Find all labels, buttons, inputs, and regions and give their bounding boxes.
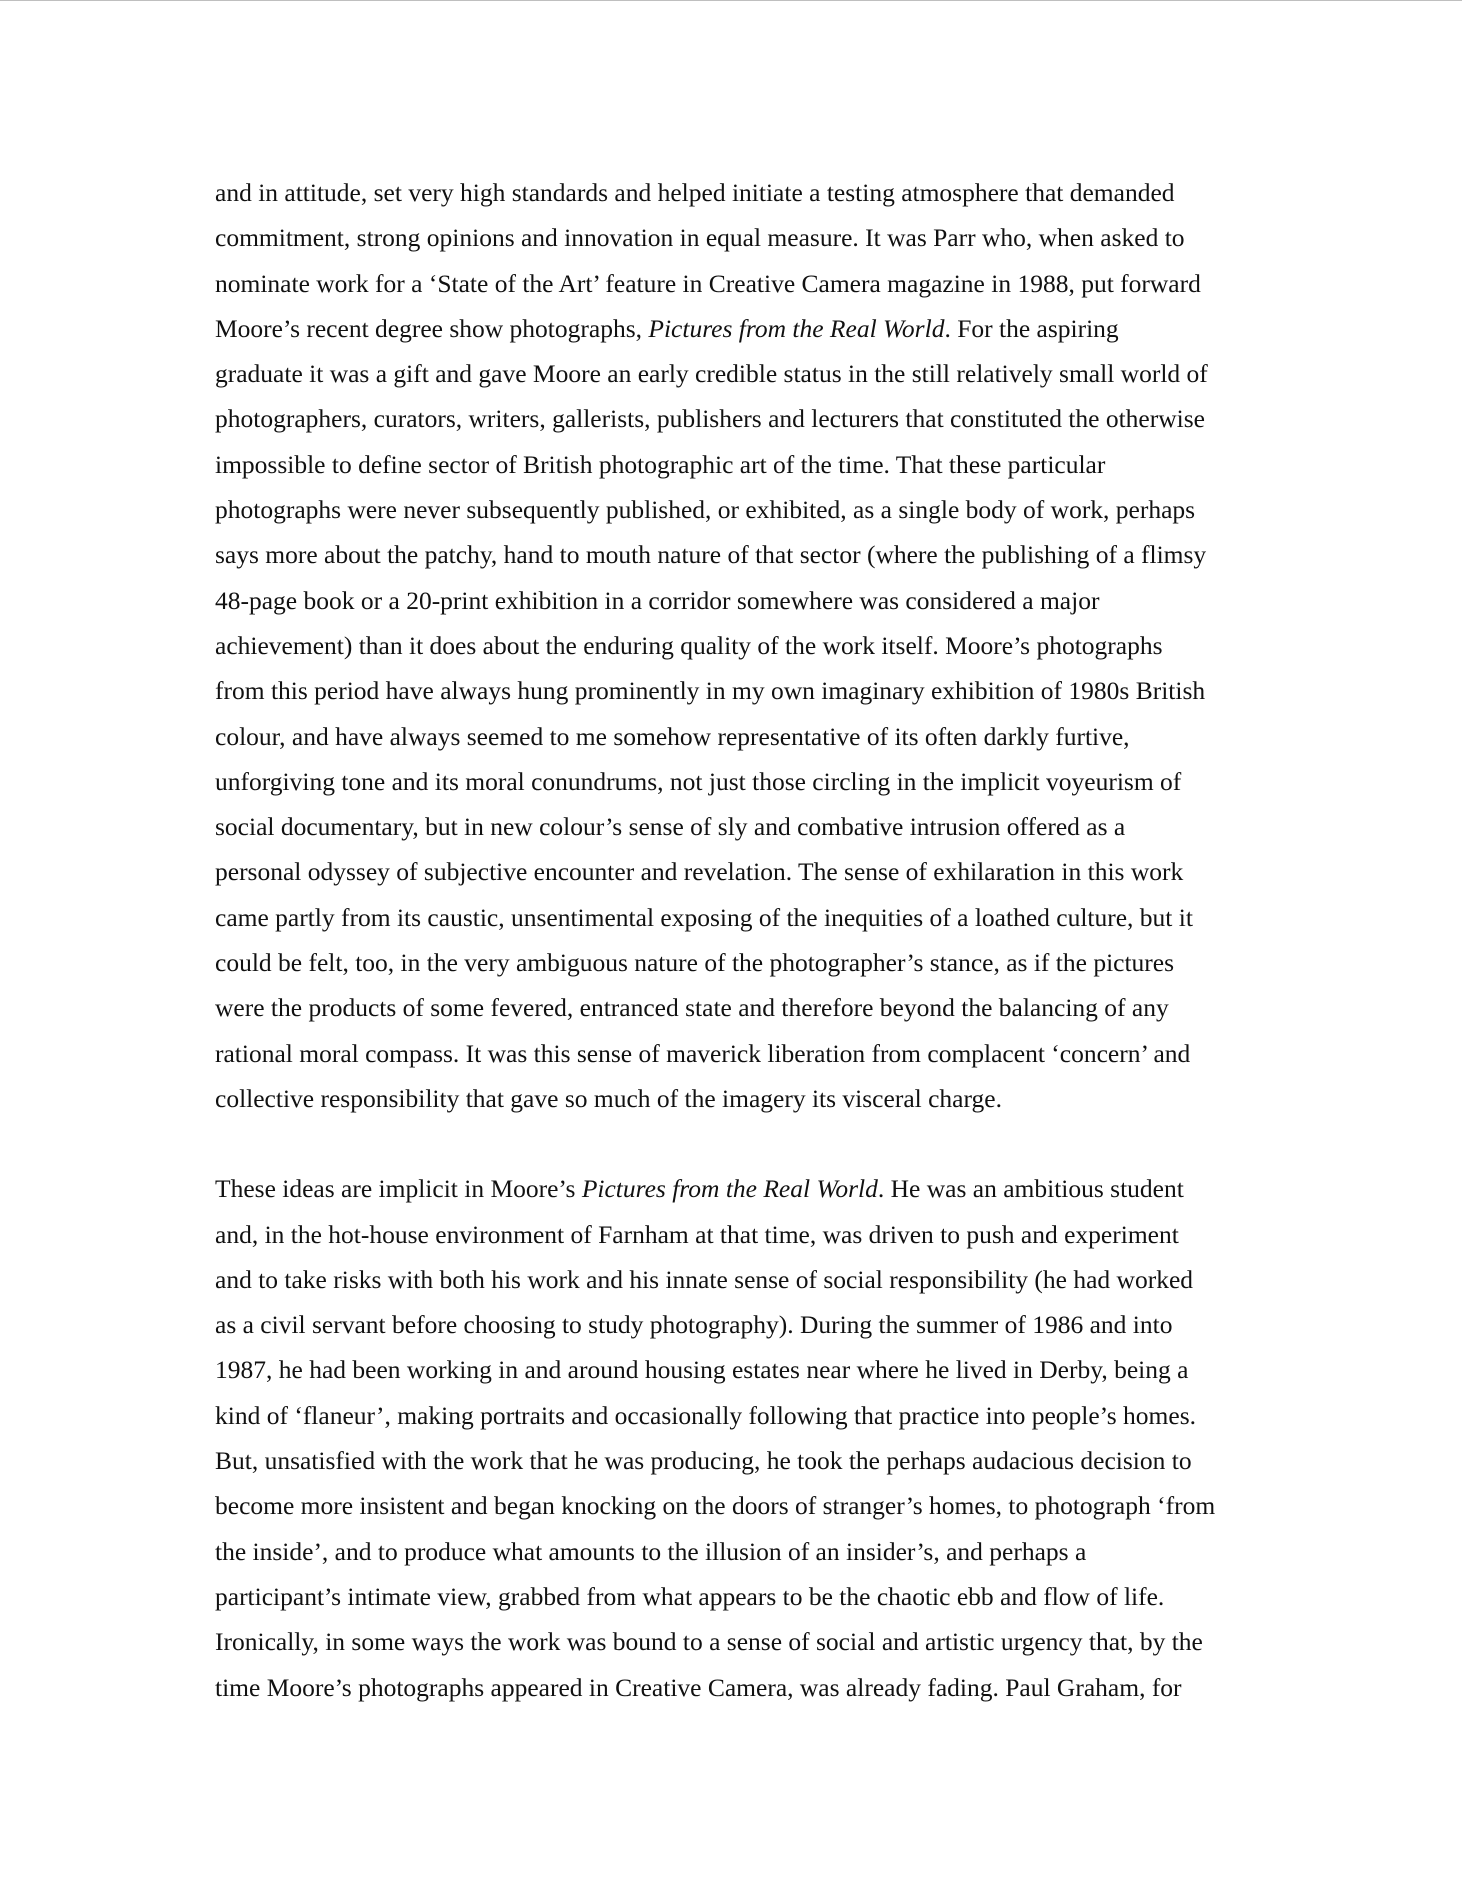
text-line: Ironically, in some ways the work was bound to a sense of social and artistic urgency that, by the xyxy=(215,1627,1203,1657)
text-line xyxy=(215,1166,1275,1211)
text-line: could be felt, too, in the very ambiguous nature of the photographer’s stance, as if the pictures xyxy=(215,948,1175,978)
text-line: rational moral compass. It was this sense of maverick liberation from complacent ‘concern’ and xyxy=(215,1038,1191,1068)
text-run: . He was an ambitious student xyxy=(877,1174,1184,1204)
page-top-border xyxy=(0,0,1462,1)
text-run: . For the aspiring xyxy=(944,313,1119,343)
text-line: participant’s intimate view, grabbed from what appears to be the chaotic ebb and flow of life. xyxy=(215,1581,1165,1611)
text-line: kind of ‘flaneur’, making portraits and occasionally following that practice into people’s homes. xyxy=(215,1400,1197,1430)
text-line xyxy=(215,306,1275,351)
text-line: and, in the hot-house environment of Farnham at that time, was driven to push and experiment xyxy=(215,1219,1179,1249)
text-run: Moore’s recent degree show photographs, xyxy=(215,313,649,343)
text-line: colour, and have always seemed to me somehow representative of its often darkly furtive, xyxy=(215,721,1130,751)
text-line: came partly from its caustic, unsentimental exposing of the inequities of a loathed culture, but it xyxy=(215,902,1193,932)
text-line: achievement) than it does about the enduring quality of the work itself. Moore’s photographs xyxy=(215,630,1163,660)
text-line: and in attitude, set very high standards and helped initiate a testing atmosphere that demanded xyxy=(215,178,1175,207)
text-line: nominate work for a ‘State of the Art’ feature in Creative Camera magazine in 1988, put forward xyxy=(215,268,1201,298)
text-line: photographs were never subsequently published, or exhibited, as a single body of work, perhaps xyxy=(215,495,1196,525)
text-line: graduate it was a gift and gave Moore an early credible status in the still relatively small world of xyxy=(215,359,1208,389)
text-line: 48-page book or a 20-print exhibition in a corridor somewhere was considered a major xyxy=(215,585,1100,615)
text-line: from this period have always hung prominently in my own imaginary exhibition of 1980s British xyxy=(215,676,1206,706)
text-line: photographers, curators, writers, gallerists, publishers and lecturers that constituted the otherwise xyxy=(215,404,1205,434)
text-line: collective responsibility that gave so much of the imagery its visceral charge. xyxy=(215,1083,1002,1113)
document-page xyxy=(215,170,1275,1710)
text-line: social documentary, but in new colour’s sense of sly and combative intrusion offered as a xyxy=(215,812,1126,842)
italic-title: Pictures from the Real World xyxy=(648,313,945,343)
text-line: 1987, he had been working in and around housing estates near where he lived in Derby, being a xyxy=(215,1355,1189,1385)
text-line: says more about the patchy, hand to mouth nature of that sector (where the publishing of a flimsy xyxy=(215,540,1207,570)
paragraph-2 xyxy=(215,1166,1275,1710)
italic-title: Pictures from the Real World xyxy=(581,1174,878,1204)
text-line: unforgiving tone and its moral conundrums, not just those circling in the implicit voyeurism of xyxy=(215,766,1182,796)
text-line: commitment, strong opinions and innovation in equal measure. It was Parr who, when asked to xyxy=(215,223,1185,253)
text-line: were the products of some fevered, entranced state and therefore beyond the balancing of any xyxy=(215,993,1169,1023)
text-line: personal odyssey of subjective encounter and revelation. The sense of exhilaration in this work xyxy=(215,857,1184,887)
paragraph-spacer xyxy=(215,1121,1275,1166)
text-line: and to take risks with both his work and his innate sense of social responsibility (he had worked xyxy=(215,1264,1194,1294)
text-line: time Moore’s photographs appeared in Creative Camera, was already fading. Paul Graham, for xyxy=(215,1672,1182,1702)
text-line: become more insistent and began knocking on the doors of stranger’s homes, to photograph ‘from xyxy=(215,1491,1216,1521)
text-line: the inside’, and to produce what amounts to the illusion of an insider’s, and perhaps a xyxy=(215,1536,1087,1566)
text-line: impossible to define sector of British photographic art of the time. That these particular xyxy=(215,449,1106,479)
text-line: But, unsatisfied with the work that he was producing, he took the perhaps audacious decision to xyxy=(215,1446,1192,1476)
paragraph-1 xyxy=(215,170,1275,1121)
text-line: as a civil servant before choosing to study photography). During the summer of 1986 and into xyxy=(215,1310,1173,1340)
text-run: These ideas are implicit in Moore’s xyxy=(215,1174,582,1204)
